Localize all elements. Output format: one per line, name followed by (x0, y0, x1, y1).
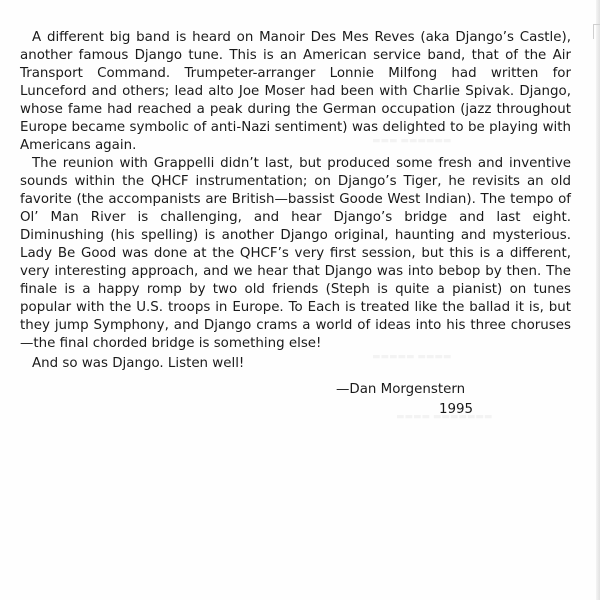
page-edge-mark (593, 24, 600, 39)
paragraph-big-band: A different big band is heard on Manoir Des Mes Reves (aka Django’s Castle), another famous Django tune. This is an American service band, that of the Air Transport Command. Trumpeter-arranger Lonnie Milfong had written for Lunceford and others; lead alto Joe Moser had been with Charlie Spivak. Django, whose fame had reached a peak during the German occupation (jazz throughout Europe became symbolic of anti-Nazi sentiment) was delighted to be playing with Americans again. (20, 30, 571, 153)
liner-notes-body (20, 29, 571, 373)
page-edge (596, 0, 600, 600)
author-signature (336, 380, 473, 420)
signature-year: 1995 (439, 402, 474, 417)
author-name: —Dan Morgenstern (336, 382, 466, 397)
paragraph-grappelli-reunion: The reunion with Grappelli didn’t last, but produced some fresh and inventive sounds within the QHCF instrumentation; on Django’s Tiger, he revisits an old favorite (the accompanists are British—bassist Goode West Indian). The tempo of Ol’ Man River is challenging, and hear Django’s bridge and last eight. Diminushing (his spelling) is another Django original, haunting and mysterious. Lady Be Good was done at the QHCF’s very first session, but this is a different, very interesting approach, and we hear that Django was into bebop by then. The finale is a happy romp by two old friends (Steph is quite a pianist) on tunes popular with the U.S. troops in Europe. To Each is treated like the ballad it is, but they jump Symphony, and Django crams a world of ideas into his three choruses—the final chorded bridge is something else! (20, 156, 571, 351)
closing-line: And so was Django. Listen well! (32, 356, 245, 371)
